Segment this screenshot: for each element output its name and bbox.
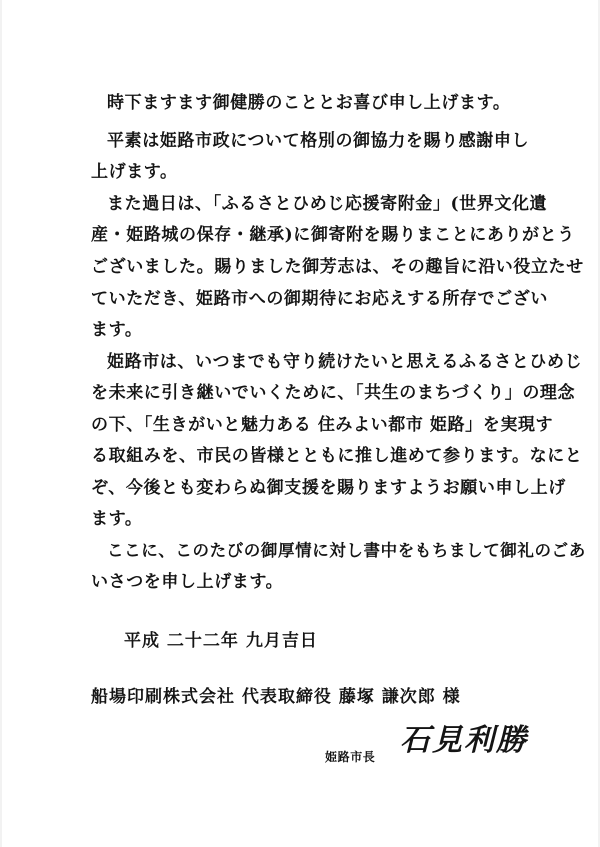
body-line-13: ぞ、今後とも変わらぬ御支援を賜りますようお願い申し上げ <box>91 478 566 498</box>
body-line-7: ていただき、姫路市への御期待にお応えする所存でござい <box>91 289 548 309</box>
signer-signature: 石見利勝 <box>400 723 528 758</box>
body-line-15: ここに、このたびの御厚情に対し書中をもちまして御礼のごあ <box>107 541 586 560</box>
body-line-5: 産・姫路城の保存・継承)に御寄附を賜りまことにありがとう <box>91 225 575 245</box>
scan-edge-left <box>0 0 2 847</box>
letter-date: 平成 二十二年 九月吉日 <box>124 631 318 651</box>
body-line-10: を未来に引き継いでいくために、「共生のまちづくり」の理念 <box>91 383 576 403</box>
body-line-1: 時下ますます御健勝のこととお喜び申し上げます。 <box>107 93 511 113</box>
body-line-3: 上げます。 <box>91 162 178 182</box>
body-line-14: ます。 <box>91 509 143 529</box>
body-line-8: ます。 <box>91 320 143 340</box>
body-line-16: いさつを申し上げます。 <box>91 572 284 592</box>
body-line-2: 平素は姫路市政について格別の御協力を賜り感謝申し <box>107 131 530 151</box>
recipient-line: 船場印刷株式会社 代表取締役 藤塚 謙次郎 様 <box>91 687 461 707</box>
body-line-11: の下、「生きがいと魅力ある 住みよい都市 姫路」を実現す <box>91 415 554 435</box>
body-line-9: 姫路市は、いつまでも守り続けたいと思えるふるさとひめじ <box>107 352 583 372</box>
body-line-6: ございました。賜りました御芳志は、その趣旨に沿い役立たせ <box>91 257 584 277</box>
signer-title: 姫路市長 <box>325 750 376 764</box>
body-line-12: る取組みを、市民の皆様とともに推し進めて参ります。なにと <box>91 446 583 466</box>
body-line-4: また過日は、「ふるさとひめじ応援寄附金」(世界文化遺 <box>107 194 548 214</box>
